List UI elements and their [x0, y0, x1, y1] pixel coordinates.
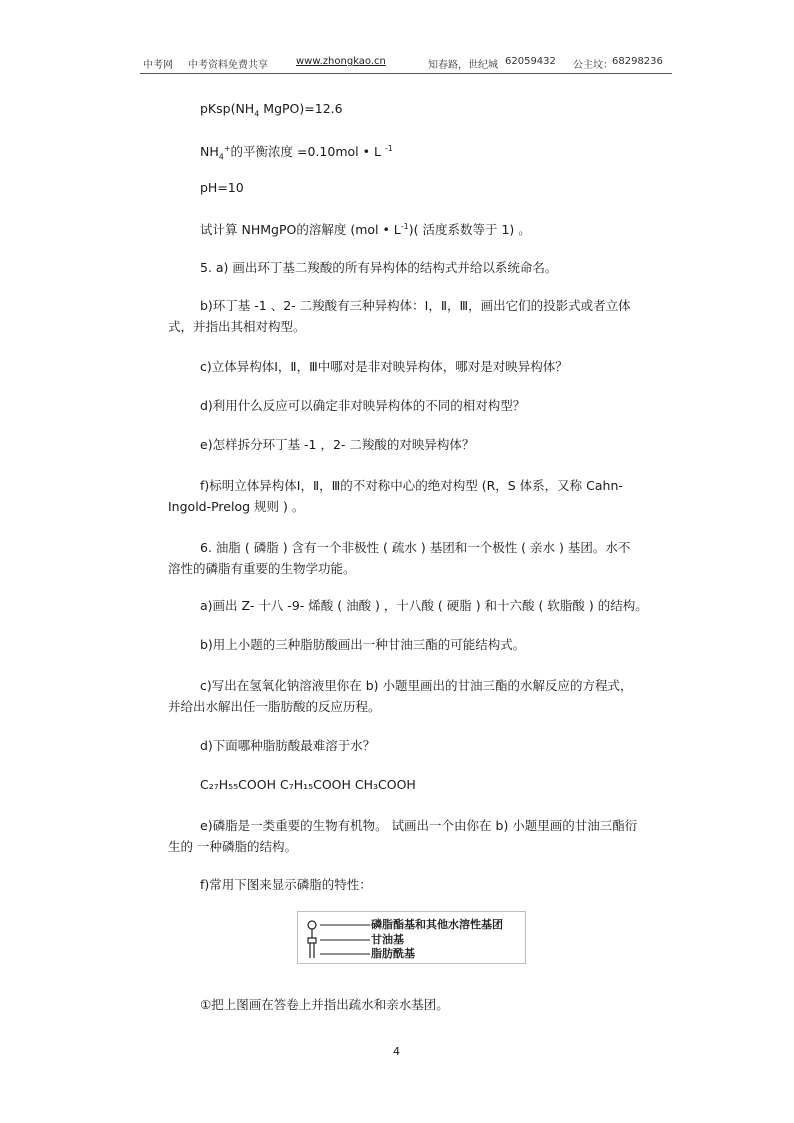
ph-line: pH=10 [200, 180, 244, 195]
header-address: 知春路，世纪城 [428, 60, 498, 71]
question-6d: d)下面哪种脂肪酸最难溶于水？ [200, 738, 376, 753]
question-6: 6. 油脂 ( 磷脂 ) 含有一个非极性 ( 疏水 ) 基团和一个极性 ( 亲水 ) 基团。水不溶性的磷脂有重要的生物学功能。 [168, 540, 631, 576]
calc-line [200, 219, 531, 238]
calc-b: MgPO [260, 222, 297, 238]
pksp-rest: MgPO)=12.6 [263, 101, 343, 116]
calc-a: 试计算 NH [200, 222, 261, 238]
question-5b: b)环丁基 -1 、2- 二羧酸有三种异构体：Ⅰ，Ⅱ，Ⅲ，画出它们的投影式或者立体式，并指出其相对构型。 [168, 298, 631, 334]
header-office: 公主坟： [573, 60, 613, 71]
header-rule [140, 73, 672, 74]
diagram-label-fatty-acyl: 脂肪酰基 [371, 947, 415, 960]
header-phone-2: 68298236 [612, 56, 663, 67]
question-5a: 5. a) 画出环丁基二羧酸的所有异构体的结构式并给以系统命名。 [200, 260, 558, 275]
diagram-label-head: 磷脂酯基和其他水溶性基团 [371, 918, 503, 931]
page-number: 4 [393, 1045, 400, 1058]
page-header [0, 56, 794, 72]
phospholipid-diagram [297, 911, 526, 964]
question-6e: e)磷脂是一类重要的生物有机物。 试画出一个由你在 b) 小题里画的甘油三酯衍生的 一种磷脂的结构。 [168, 818, 638, 854]
glycerol-box [308, 938, 316, 943]
header-url-link[interactable]: www.zhongkao.cn [296, 56, 386, 67]
question-6f-1: ①把上图画在答卷上并指出疏水和亲水基团。 [200, 997, 449, 1012]
question-6c: c)写出在氢氧化钠溶液里你在 b) 小题里画出的甘油三酯的水解反应的方程式，并给出水解出任一脂肪酸的反应历程。 [168, 678, 633, 714]
calc-d: )( 活度系数等于 1) 。 [408, 222, 531, 238]
header-site-name: 中考网 [143, 60, 173, 71]
nh4-text: NH [200, 144, 219, 160]
question-5c: c)立体异构体Ⅰ，Ⅱ，Ⅲ中哪对是非对映异构体，哪对是对映异构体？ [200, 359, 568, 374]
header-phone-1: 62059432 [505, 56, 556, 67]
question-6b: b)用上小题的三种脂肪酸画出一种甘油三酯的可能结构式。 [200, 637, 526, 652]
pksp-sub: 4 [254, 109, 260, 119]
nh4-sub: 4 [218, 152, 224, 162]
pksp-line [200, 101, 343, 123]
header-tagline: 中考资料免费共享 [188, 60, 268, 71]
nh4-sup: + [223, 144, 231, 153]
calc-exp: -1 [400, 222, 409, 231]
nh4-line [200, 141, 393, 166]
fatty-acid-formulas: C₂₇H₅₅COOH C₇H₁₅COOH CH₃COOH [200, 777, 416, 792]
calc-c: 的溶解度 (mol • L [296, 222, 401, 238]
question-5f: f)标明立体异构体Ⅰ，Ⅱ，Ⅲ的不对称中心的绝对构型 (R，S 体系，又称 Cahn-Ingold-Prelog 规则 ) 。 [168, 478, 623, 514]
head-group-circle [308, 921, 316, 929]
question-5d: d)利用什么反应可以确定非对映异构体的不同的相对构型？ [200, 398, 526, 413]
question-6a: a)画出 Z- 十八 -9- 烯酸 ( 油酸 ) ，十八酸 ( 硬脂 ) 和十六酸 ( 软脂酸 ) 的结构。 [200, 598, 648, 613]
pksp-text: pKsp(NH [200, 101, 255, 116]
question-5e: e)怎样拆分环丁基 -1 ，2- 二羧酸的对映异构体？ [200, 437, 475, 452]
question-6f: f)常用下图来显示磷脂的特性： [200, 877, 372, 892]
diagram-label-glycerol: 甘油基 [371, 933, 404, 946]
nh4-exp: -1 [384, 144, 393, 153]
nh4-rest: 的平衡浓度 =0.10mol • L [230, 144, 381, 160]
